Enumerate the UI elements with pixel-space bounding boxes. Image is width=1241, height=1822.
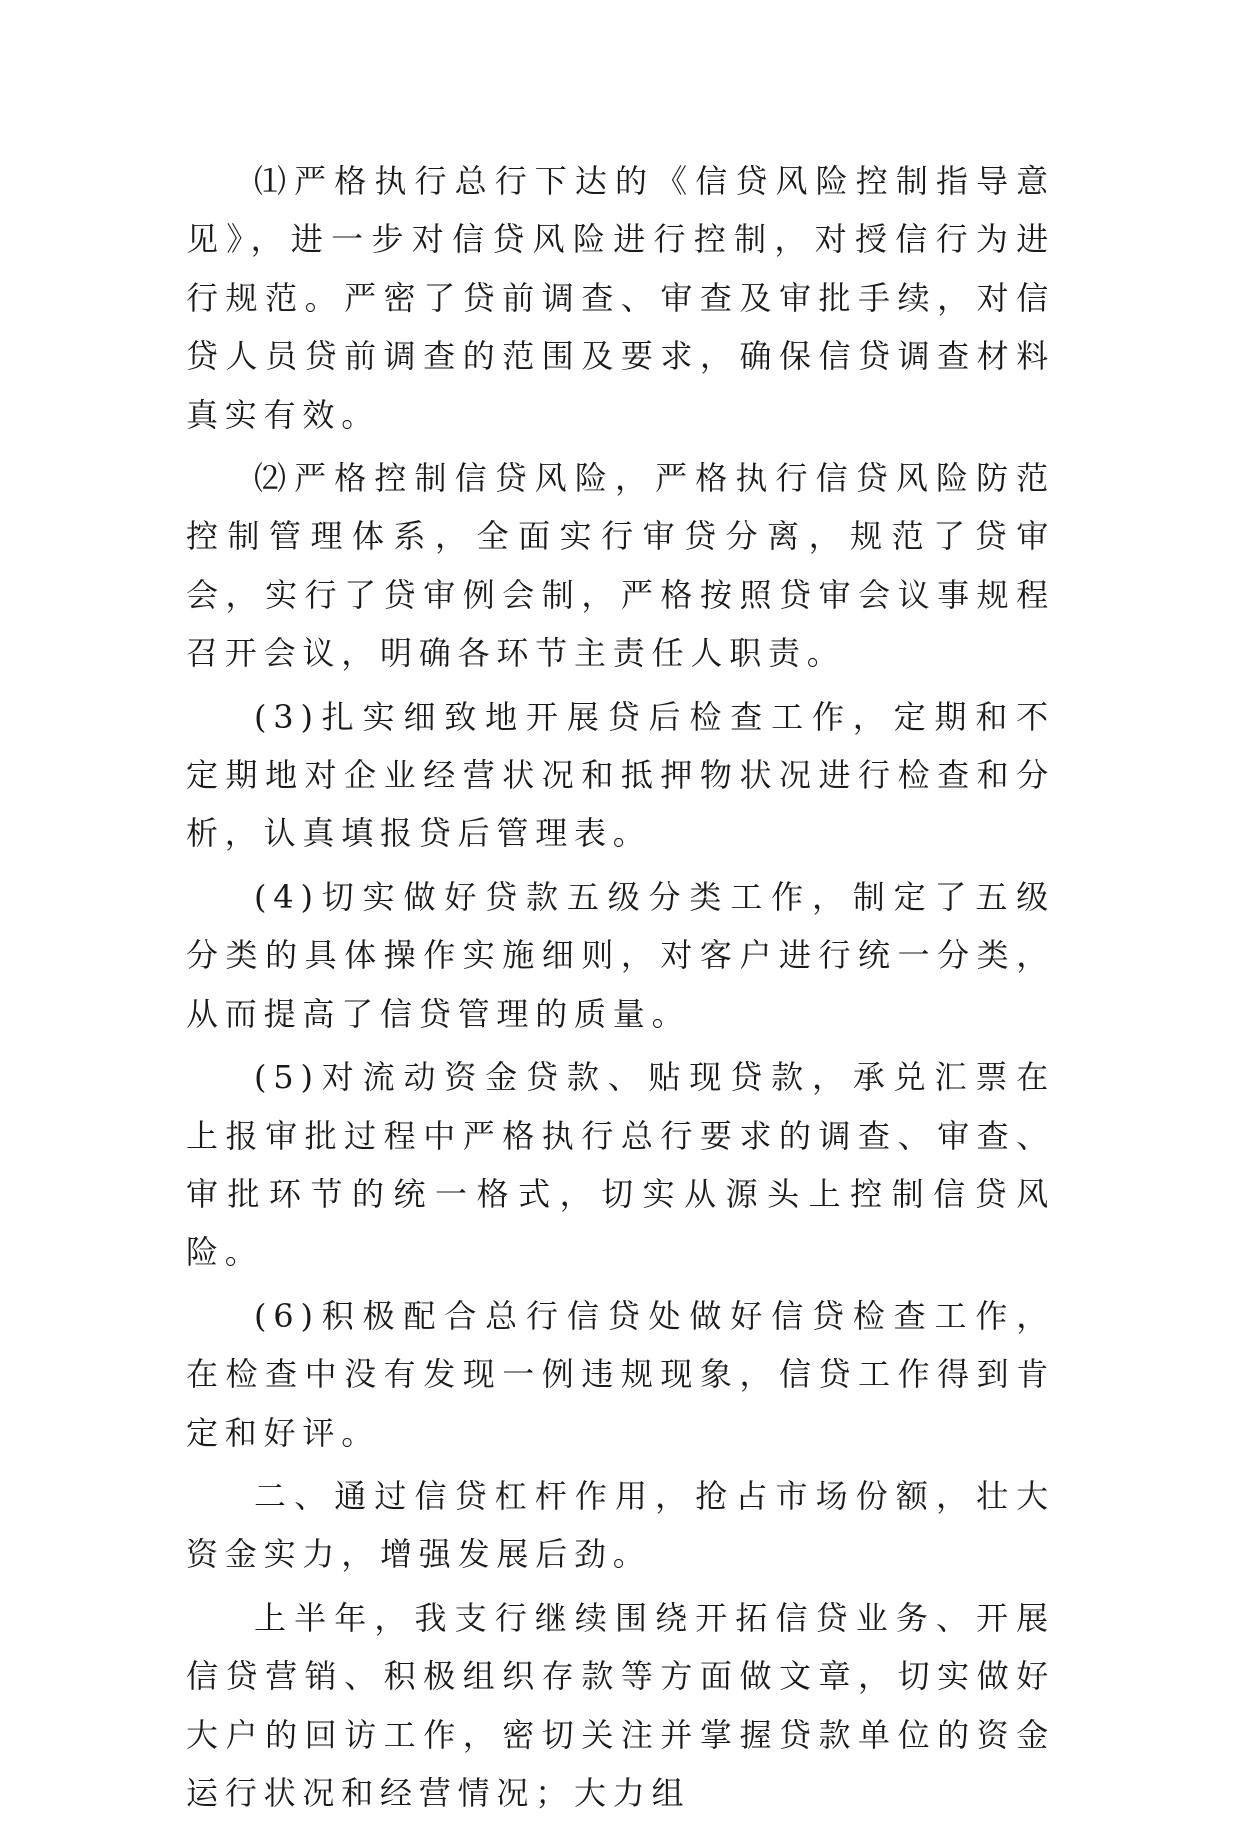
paragraph-4: (4)切实做好贷款五级分类工作，制定了五级分类的具体操作实施细则，对客户进行统一分类，从而提高了信贷管理的质量。 xyxy=(186,877,1055,1033)
paragraph-7: 上半年，我支行继续围绕开拓信贷业务、开展信贷营销、积极组织存款等方面做文章，切实做好大户的回访工作，密切关注并掌握贷款单位的资金运行状况和经营情况；大力组 xyxy=(186,1598,1055,1812)
paragraph-5: (5)对流动资金贷款、贴现贷款，承兑汇票在上报审批过程中严格执行总行要求的调查、审查、审批环节的统一格式，切实从源头上控制信贷风险。 xyxy=(186,1058,1055,1272)
paragraph-6: (6)积极配合总行信贷处做好信贷检查工作，在检查中没有发现一例违规现象，信贷工作得到肯定和好评。 xyxy=(186,1296,1055,1452)
section-heading-2: 二、通过信贷杠杆作用，抢占市场份额，壮大资金实力，增强发展后劲。 xyxy=(186,1476,1055,1574)
paragraph-1: ⑴严格执行总行下达的《信贷风险控制指导意见》，进一步对信贷风险进行控制，对授信行为进行规范。严密了贷前调查、审查及审批手续，对信贷人员贷前调查的范围及要求，确保信贷调查材料真实有效。 xyxy=(186,162,1055,434)
paragraph-2: ⑵严格控制信贷风险，严格执行信贷风险防范控制管理体系，全面实行审贷分离，规范了贷审会，实行了贷审例会制，严格按照贷审会议事规程召开会议，明确各环节主责任人职责。 xyxy=(186,459,1055,673)
paragraph-3: (3)扎实细致地开展贷后检查工作，定期和不定期地对企业经营状况和抵押物状况进行检查和分析，认真填报贷后管理表。 xyxy=(186,697,1055,853)
